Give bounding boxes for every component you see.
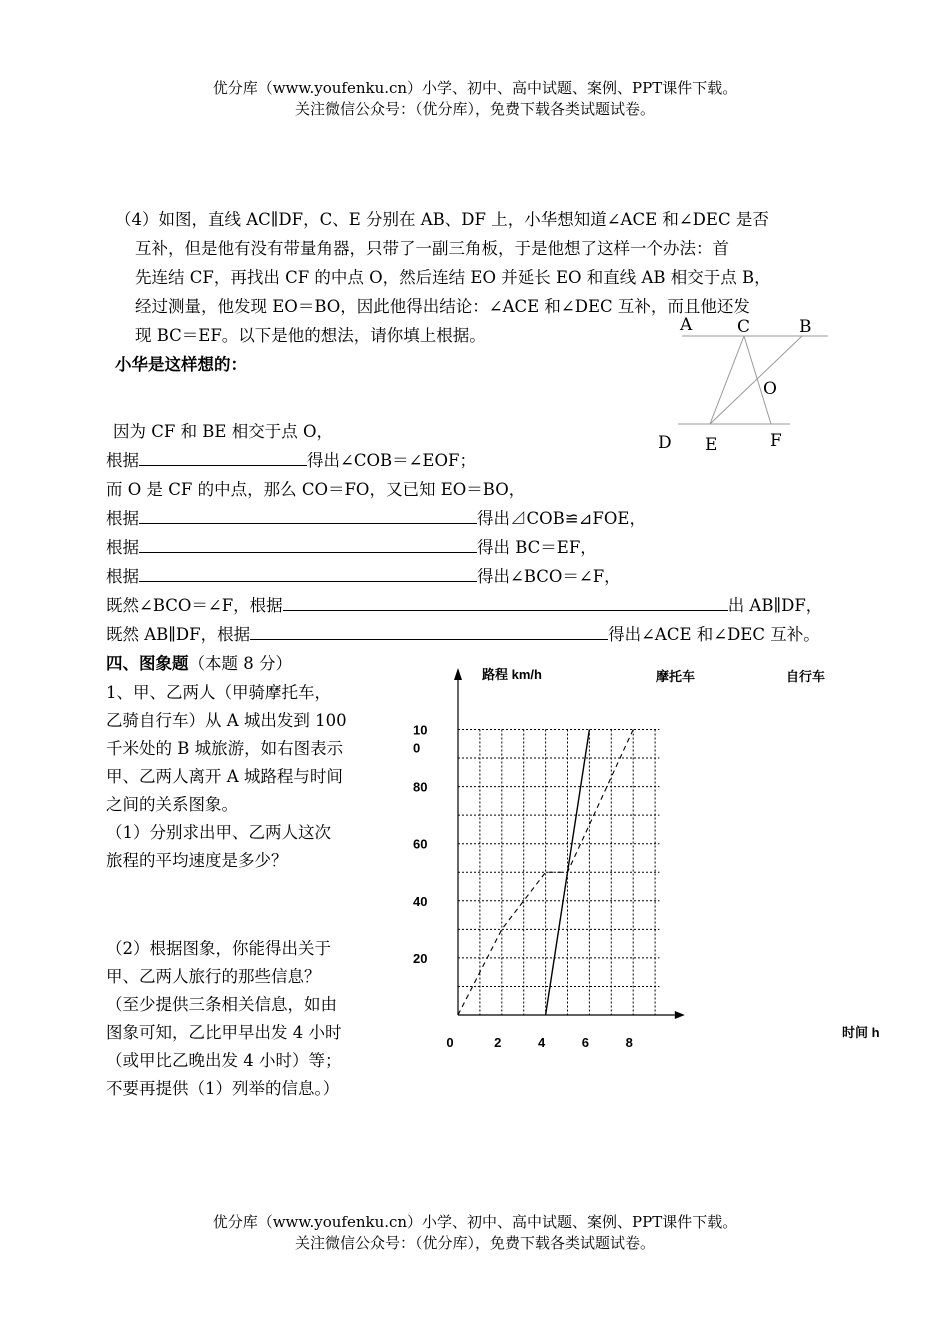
y-tick-label-part: 0 [413, 740, 421, 756]
q1-line-1: 1、甲、乙两人（甲骑摩托车， [106, 683, 331, 702]
point-label-f: F [770, 431, 782, 451]
y-tick-label-part: 20 [413, 950, 428, 966]
proof-line-5 [106, 533, 597, 562]
x-tick-label: 0 [446, 1035, 454, 1050]
proof-line-1: 因为 CF 和 BE 相交于点 O， [113, 422, 333, 441]
proof-line-6-pre: 根据 [106, 567, 139, 586]
x-axis-arrow [675, 1011, 685, 1019]
answer-blank-6[interactable] [250, 621, 608, 640]
proof-line-7 [106, 591, 822, 620]
proof-line-2-post: 得出∠COB＝∠EOF； [307, 451, 476, 470]
proof-line-2-pre: 根据 [106, 451, 139, 470]
q1-line-6: （1）分别求出甲、乙两人这次 [106, 823, 331, 842]
distance-time-chart [400, 660, 910, 1060]
y-tick-label-part: 60 [413, 836, 428, 852]
proof-line-8-post: 得出∠ACE 和∠DEC 互补。 [608, 625, 820, 644]
chart-labels [413, 667, 880, 1050]
proof-line-3: 而 O 是 CF 的中点，那么 CO＝FO，又已知 EO＝BO， [106, 480, 526, 499]
proof-line-6-post: 得出∠BCO＝∠F， [477, 567, 621, 586]
x-tick-label: 2 [494, 1035, 502, 1050]
answer-blank-2[interactable] [139, 505, 477, 524]
proof-line-7-pre: 既然∠BCO＝∠F，根据 [106, 596, 283, 615]
q2-line-5: （或甲比乙晚出发 4 小时）等； [106, 1051, 342, 1070]
y-tick-label-part: 40 [413, 893, 428, 909]
q2-line-2: 甲、乙两人旅行的那些信息？ [106, 967, 321, 986]
x-tick-label: 6 [581, 1035, 590, 1050]
y-axis-arrow [454, 668, 462, 680]
thinking-title: 小华是这样想的： [115, 355, 247, 374]
section-4-title: 四、图象题 [106, 654, 189, 673]
q2-line-4: 图象可知，乙比甲早出发 4 小时 [106, 1023, 342, 1042]
point-label-d: D [658, 433, 672, 453]
proof-line-5-pre: 根据 [106, 538, 139, 557]
q2-line-1: （2）根据图象，你能得出关于 [106, 939, 331, 958]
y-axis-label: 路程 km/h [482, 667, 542, 682]
q4-line-4: 经过测量，他发现 EO＝BO，因此他得出结论：∠ACE 和∠DEC 互补，而且他还发 [135, 297, 750, 316]
point-label-c: C [737, 317, 751, 337]
x-tick-label: 8 [625, 1035, 633, 1050]
section-4-heading [106, 649, 292, 678]
y-tick-label [413, 894, 427, 909]
point-label-b: B [799, 317, 812, 337]
y-tick-label [413, 723, 427, 756]
point-label-o: O [763, 379, 777, 399]
proof-line-4 [106, 504, 646, 533]
y-tick-label-part: 10 [413, 722, 428, 738]
proof-line-8 [106, 620, 820, 649]
footer-line-1: 优分库（www.youfenku.cn）小学、初中、高中试题、案例、PPT课件下载。 [212, 1213, 738, 1231]
proof-line-5-post: 得出 BC＝EF， [477, 538, 597, 557]
q2-line-6: 不要再提供（1）列举的信息。） [106, 1079, 340, 1098]
q1-line-5: 之间的关系图象。 [106, 795, 238, 814]
proof-line-7-post: 出 AB∥DF， [727, 596, 823, 615]
answer-blank-1[interactable] [139, 447, 307, 466]
geometry-figure [650, 310, 850, 460]
point-label-a: A [680, 315, 693, 335]
q4-line-1: （4）如图，直线 AC∥DF，C、E 分别在 AB、DF 上，小华想知道∠ACE 和∠DEC 是否 [115, 210, 769, 229]
legend-bicycle: 自行车 [786, 669, 826, 684]
proof-line-2 [106, 446, 476, 475]
q1-line-4: 甲、乙两人离开 A 城路程与时间 [106, 767, 343, 786]
y-tick-label [413, 837, 427, 852]
answer-blank-5[interactable] [283, 592, 728, 611]
q1-line-2: 乙骑自行车）从 A 城出发到 100 [106, 711, 347, 730]
answer-blank-3[interactable] [139, 534, 477, 553]
point-label-e: E [705, 435, 718, 455]
section-4-points: （本题 8 分） [188, 654, 292, 673]
y-tick-label [413, 951, 427, 966]
q4-line-5: 现 BC＝EF。以下是他的想法，请你填上根据。 [135, 326, 486, 345]
proof-line-6 [106, 562, 621, 591]
proof-line-4-post: 得出⊿COB≌⊿FOE， [477, 509, 646, 528]
proof-line-4-pre: 根据 [106, 509, 139, 528]
x-tick-label: 4 [537, 1035, 546, 1050]
header-line-2: 关注微信公众号：（优分库），免费下载各类试题试卷。 [294, 100, 655, 118]
header-line-1: 优分库（www.youfenku.cn）小学、初中、高中试题、案例、PPT课件下载。 [212, 79, 738, 97]
q2-line-3: （至少提供三条相关信息，如由 [106, 995, 337, 1014]
proof-line-8-pre: 既然 AB∥DF，根据 [106, 625, 251, 644]
answer-blank-4[interactable] [139, 563, 477, 582]
y-tick-label-part: 80 [413, 779, 428, 795]
y-tick-label [413, 780, 427, 795]
legend-motorcycle: 摩托车 [656, 669, 696, 684]
q1-line-3: 千米处的 B 城旅游，如右图表示 [106, 739, 344, 758]
q1-line-7: 旅程的平均速度是多少？ [106, 851, 288, 870]
footer-line-2: 关注微信公众号：（优分库），免费下载各类试题试卷。 [294, 1234, 655, 1252]
q4-line-2: 互补，但是他有没有带量角器，只带了一副三角板，于是他想了这样一个办法：首 [135, 239, 729, 258]
x-axis-label: 时间 h [842, 1025, 880, 1040]
q4-line-3: 先连结 CF，再找出 CF 的中点 O，然后连结 EO 并延长 EO 和直线 AB 相交于点 B， [135, 268, 771, 287]
